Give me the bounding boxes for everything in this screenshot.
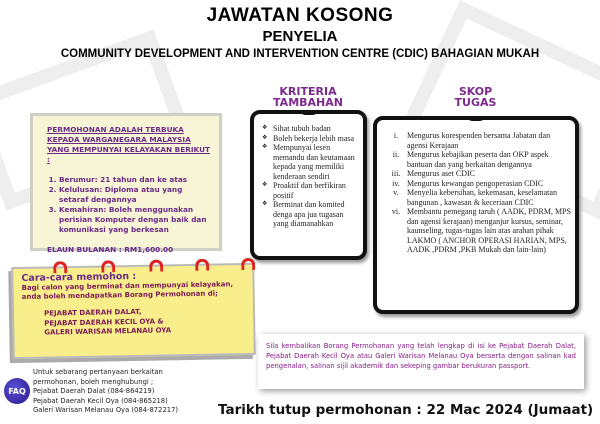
office-name: GALERI WARISAN MELANAU OYA (44, 326, 172, 337)
binder-ring-icon (195, 259, 209, 271)
requirement-item: 1. Berumur: 21 tahun dan ke atas (59, 175, 213, 185)
page-title: JAWATAN KOSONG (206, 5, 394, 26)
kriteria-item: ❖ Sihat tubuh badan (262, 124, 359, 134)
how-to-apply-body: Bagi calon yang berminat dan mempunyai kelayakan, anda boleh mendapatkan Borang Permohonan di; (21, 280, 234, 301)
contact-phone: Pejabat Daerah Dalat (084-864219) (33, 387, 155, 395)
kriteria-item: ❖ Boleh bekerja lebih masa (262, 134, 359, 144)
requirement-item: 3. Kemahiran: Boleh menggunakan perisian Komputer dengan baik dan komunikasi yang berkesan (59, 205, 213, 235)
requirements-heading: PERMOHONAN ADALAH TERBUKA KEPADA WARGANEGARA MALAYSIA YANG MEMPUNYAI KELAYAKAN BERIKUT : (47, 125, 210, 164)
position-title: PENYELIA (262, 28, 338, 45)
return-instructions: Sila kembalikan Borang Permohonan yang telah lengkap di isi ke Pejabat Daerah Dalat, Pejabat Daerah Kecil Oya atau Galeri Warisan Melanau Oya berserta dengan salinan kad pengenalan, salinan sijil akademik dan sekeping gambar berukuran passport. (258, 334, 584, 389)
how-to-apply-heading: Cara-cara memohon : (21, 270, 137, 284)
binder-ring-icon (241, 258, 255, 270)
contact-info: Untuk sebarang pertanyaan berkaitan permohonan, boleh menghubungi ; Pejabat Daerah Dalat (084-864219) Pejabat Daerah Kecil Oya (084-865218) Galeri Warisan Melanau Oya (084-872217) (33, 368, 179, 414)
kriteria-item: ❖ Berminat dan komited denga apa jua tugasan yang diamanahkan (262, 200, 359, 229)
phone-notch (467, 116, 485, 121)
binder-ring-icon (53, 261, 67, 273)
skop-item: vi. Membantu pemegang taruh ( AADK, PDRM, MPS dan agensi kerajaan) menganjur kursus, seminar, kaunseling, tugas-tugas lain atas arahan pihak LAKMO ( ANCHOR OPERASI HARIAN, MPS, AADK ,PDRM ,PKB Mukah dan lain-lain) (391, 207, 571, 254)
requirement-item: 2. Kelulusan: Diploma atau yang setaraf dengannya (59, 185, 213, 205)
skop-box (373, 116, 579, 314)
how-to-apply-note (11, 263, 256, 359)
skop-item: iv. Mengurus kewangan pengoperasian CDIC (392, 178, 544, 188)
allowance: ELAUN BULANAN : RM1,600.00 (47, 245, 174, 254)
phone-notch (300, 110, 318, 115)
skop-item: v. Menyelia kebersihan, kekemasan, keselamatan bangunan , kawasan & keceriaan CDIC (393, 188, 557, 207)
office-name: PEJABAT DAERAH KECIL OYA & (44, 316, 164, 328)
organisation-title: COMMUNITY DEVELOPMENT AND INTERVENTION CENTRE (CDIC) BAHAGIAN MUKAH (60, 48, 540, 60)
closing-date: Tarikh tutup permohonan : 22 Mac 2024 (Jumaat) (218, 402, 594, 418)
skop-item: i. Mengurus korespenden bersama Jabatan dan agensi Kerajaan (393, 131, 551, 150)
kriteria-box (250, 110, 367, 260)
contact-phone: Pejabat Daerah Kecil Oya (084-865218) (33, 396, 168, 405)
requirements-box (30, 113, 222, 254)
faq-icon: FAQ (4, 378, 30, 404)
kriteria-item: ❖ Mempunyai lesen memandu dan keutamaan kepada yang memiliki kenderaan sendiri (262, 143, 359, 181)
skop-item: ii. Mengurus kebajikan peserta dan OKP aspek bantuan dan yang berkaitan dengannya (392, 150, 549, 169)
kriteria-heading: KRITERIA TAMBAHAN (273, 85, 343, 109)
skop-item: iii. Mengurus aset CDIC (391, 169, 475, 178)
binder-ring-icon (101, 260, 115, 272)
office-name: PEJABAT DAERAH DALAT, (43, 307, 142, 318)
kriteria-item: ❖ Proaktif dan berfikiran positif (262, 181, 359, 200)
contact-phone: Galeri Warisan Melanau Oya (084-872217) (33, 406, 179, 414)
skop-heading: SKOP TUGAS (454, 85, 497, 109)
binder-ring-icon (149, 259, 163, 271)
